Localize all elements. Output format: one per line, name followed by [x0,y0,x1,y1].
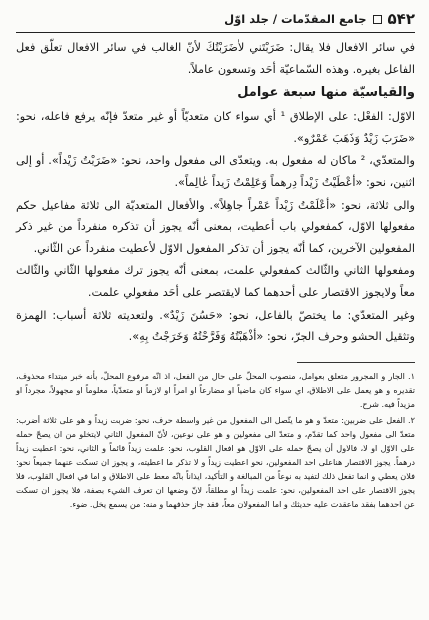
paragraph-1: في سائر الافعال فلا يقال: ضَرَبْتَني لاٰضَرَبْتُكَ لأنّ الغالب في سائر الافعال تعلّق فعل الفاعل بغيره. وهذه السّماعيّة أحَد وتسعون عاملاً. [16,41,415,76]
footnote-1: ١. الجار و المجرور متعلق بعوامل، منصوب المحلّ على حال من الفعل، اذ انّه مرفوع المحلّ، بأنه خبر مبتداء محذوف، تقديره و هو يعمل على الاطلاق، اي سواء كان ماضياً او مضارعاً او امراً او لازماً او متعدّياً، معلوماً او مجهولاً، مجرداً او مزيداً فيه. شرح. [16,370,415,409]
paragraph-3: والمتعدّي، ² ماكان له مفعول به. ويتعدّى الى مفعول واحد، نحو: «ضَرَبْتُ زَيْداً». أو إلى اثنين، نحو: «أعْطَيْتُ زَيْداً دِرهماً وَعَلِمْتُ زَيداً عٰالِماً». [16,154,415,189]
footnote-2: ٢. الفعل على ضربين: متعدّ و هو ما يتّصل الى المفعول من غير واسطة حرف، نحو: ضربت زيداً و هو على ثلاثة أضرب: متعدّ الى مفعول واحد كما تقدّم، و متعدّ الى مفعولين و هو على نوعين، لأنّ المفعول الثاني لايتخلو من ان يصحّ حمله على الاوّل او لا، فالاول أن يصحّ حمله على الاوّل هو افعال القلوب، نحو: علمت زيداً قائماً و الثاني، نحو: اعطيت زيداً درهماً. يجوز الاقتصار هناعلى احد المفعولين، نحو اعطيت زيداً و لا تذكر ما اعطيته، و يجوز ان تسكت عنهما جميعاً نحو: فلان يعطي و انما تفعل ذلك لتفيد به نوعاً من المبالغة و التأكيد، ايذاناً بانّه معط على الاطلاق و اما في افعال القلوب، فلا يجوز الاقتصار على احد المفعولين، نحو: علمت زيداً او مطلقاً، لانّ وضعها ان تعرف الشيء بصفة، فلا يجوز ان تسكت عن احدهما بفقد ماعقدت عليه حديثك و اما المفعولان معاً، فقد جاز حذفهما و منه: من يسمع يخل. ضوء. [16,414,415,509]
square-bullet-icon [373,15,382,24]
section-heading: والقياسيّة منها سبعة عوامل [237,85,415,101]
footnotes [16,369,415,511]
header-title: جامع المقدّمات / جلد اوّل [224,12,367,26]
footnote-separator [297,362,415,363]
paragraph-5: ومفعولها الثاني والثّالث كمفعولي علمت، بمعنى أنّه يجوز ترك مفعولها الثّاني والثّالث معاً ولايجوز الاقتصار على أحدهما كما لايقتصر على أحَد مفعولي علمت. [16,264,415,299]
running-header [16,8,415,33]
paragraph-4: والى ثلاثة، نحو: «أعْلَمْتُ زَيْداً عَمْراً جاهِلاً». والأفعال المتعديّة الى ثلاثة مفاعيل حكم مفعولها الاوّل، كمفعولي باب أعطيت، بمعنى أنّه يجوز أن تذكره منفرداً من غير ذكر المفعولين الآخرين، كما أنّه يجوز أن تذكر المفعول الاوّل لأعطيت منفرداً عن الثّاني. [16,198,415,255]
paragraph-2: الاوّل: الفعْل: على الإطلاق ¹ أي سواء كان متعديّاً أو غير متعدّ فإنّه يرفع فاعله، نحو: «ضَرَبَ زَيْدٌ وَذَهَبَ عَمْرٌو». [16,110,415,145]
page-number: ۵۴۲ [387,10,415,28]
paragraph-6: وغير المتعدّي: ما يختصّ بالفاعل، نحو: «حَسُنَ زَيْدٌ». ولتعديته ثلاثة أسباب: الهمزة وتثقيل الحشو وحرف الجرّ، نحو: «أذْهَبْتُهُ وَفَرَّحْتُهُ وَخَرَجْتُ بِهِ». [16,308,415,344]
main-text [16,37,415,348]
